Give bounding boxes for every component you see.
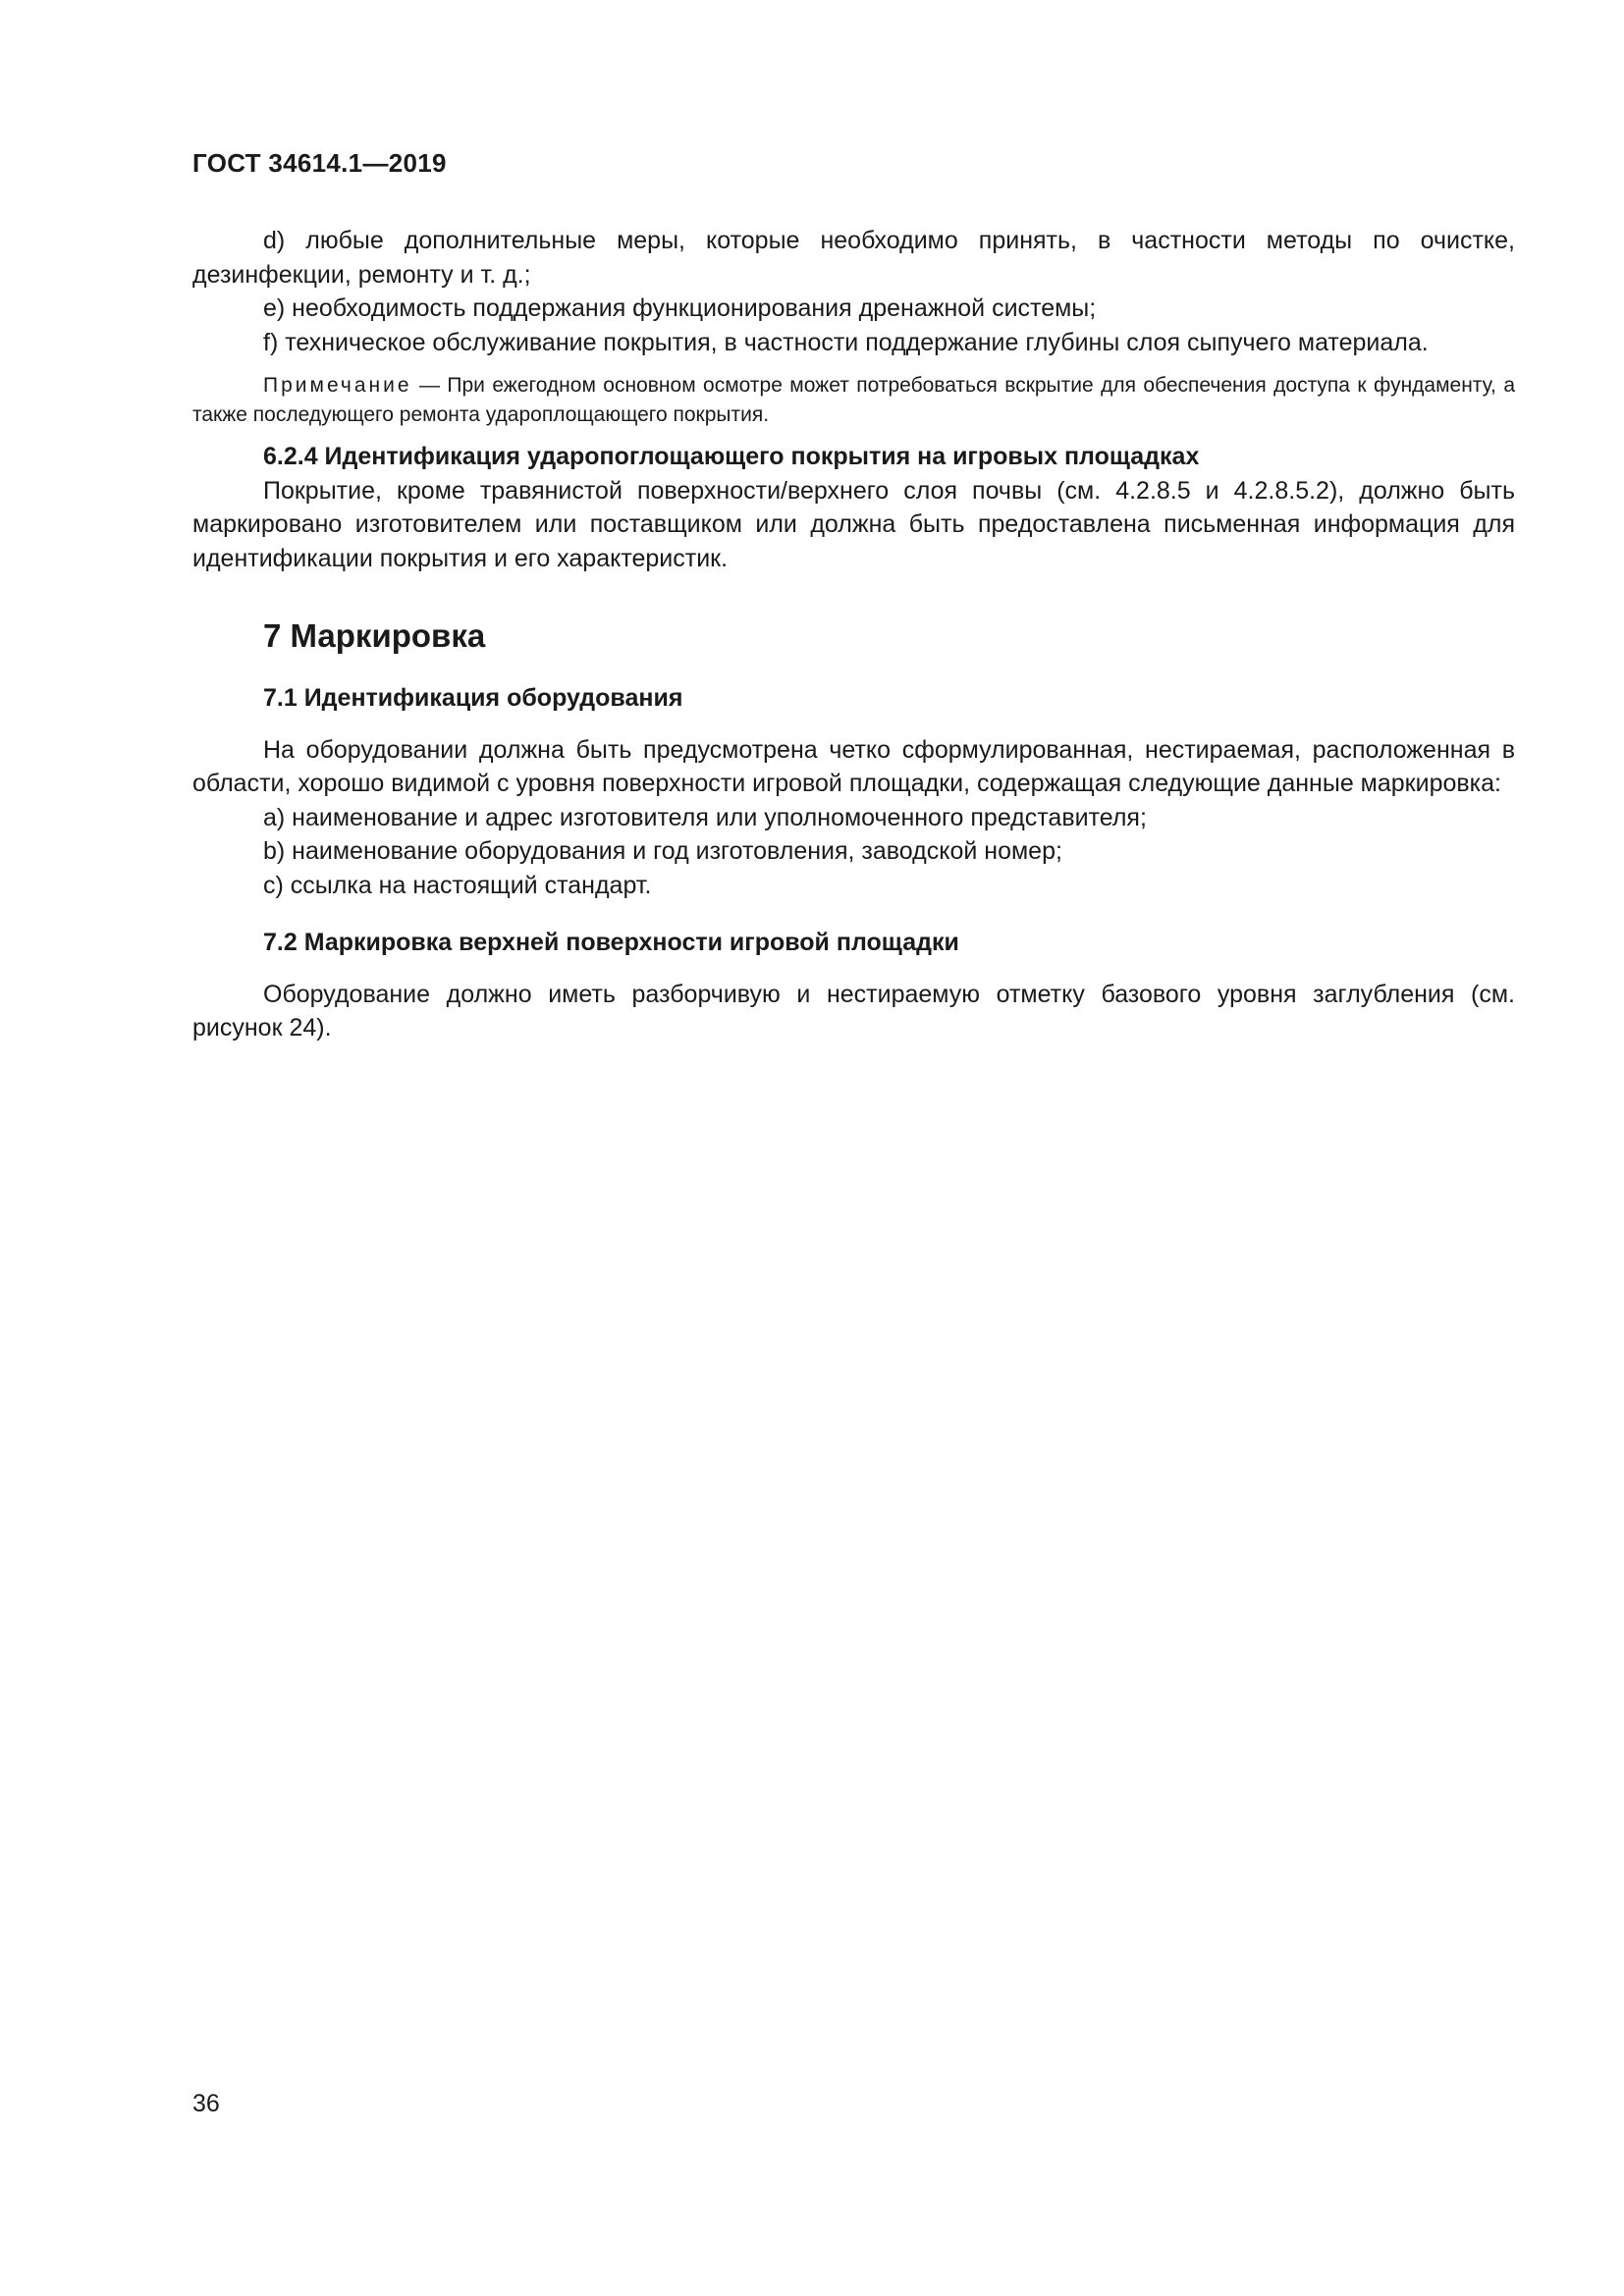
- note-label: Примечание: [263, 374, 412, 397]
- clause-6-2-4-title: 6.2.4 Идентификация ударопоглощающего покрытия на игровых площадках: [263, 443, 1200, 470]
- standard-number-header: ГОСТ 34614.1—2019: [192, 148, 447, 178]
- note-paragraph: [192, 371, 1515, 430]
- clause-7-1-text: На оборудовании должна быть предусмотрена четко сформулированная, нестираемая, расположенная в области, хорошо видимой с уровня поверхности игровой площадки, содержащая следующие данные маркировка:: [192, 735, 1515, 797]
- section-7-title: 7 Маркировка: [263, 617, 486, 654]
- note-text: — При ежегодном основном осмотре может потребоваться вскрытие для обеспечения доступа к фундаменту, а также последующего ремонта удароплощающего покрытия.: [192, 374, 1515, 426]
- clause-6-2-4-text: Покрытие, кроме травянистой поверхности/верхнего слоя почвы (см. 4.2.8.5 и 4.2.8.5.2), должно быть маркировано изготовителем или поставщиком или должна быть предоставлена письменная информация для идентификации покрытия и его характеристик.: [192, 476, 1515, 572]
- page-content: [192, 224, 1515, 1045]
- list-item-d: d) любые дополнительные меры, которые необходимо принять, в частности методы по очистке, дезинфекции, ремонту и т. д.;: [192, 227, 1515, 289]
- clause-7-2-text: Оборудование должно иметь разборчивую и нестираемую отметку базового уровня заглубления (см. рисунок 24).: [192, 980, 1515, 1041]
- clause-7-2-title: 7.2 Маркировка верхней поверхности игровой площадки: [263, 929, 959, 956]
- list-item-a: а) наименование и адрес изготовителя или уполномоченного представителя;: [263, 803, 1147, 831]
- clause-7-1-title: 7.1 Идентификация оборудования: [263, 684, 683, 712]
- list-item-b: b) наименование оборудования и год изготовления, заводской номер;: [263, 837, 1062, 865]
- page-number: 36: [192, 2090, 220, 2117]
- list-item-e: е) необходимость поддержания функционирования дренажной системы;: [263, 294, 1097, 322]
- list-item-f: f) техническое обслуживание покрытия, в частности поддержание глубины слоя сыпучего материала.: [263, 328, 1429, 356]
- list-item-c: с) ссылка на настоящий стандарт.: [263, 871, 652, 899]
